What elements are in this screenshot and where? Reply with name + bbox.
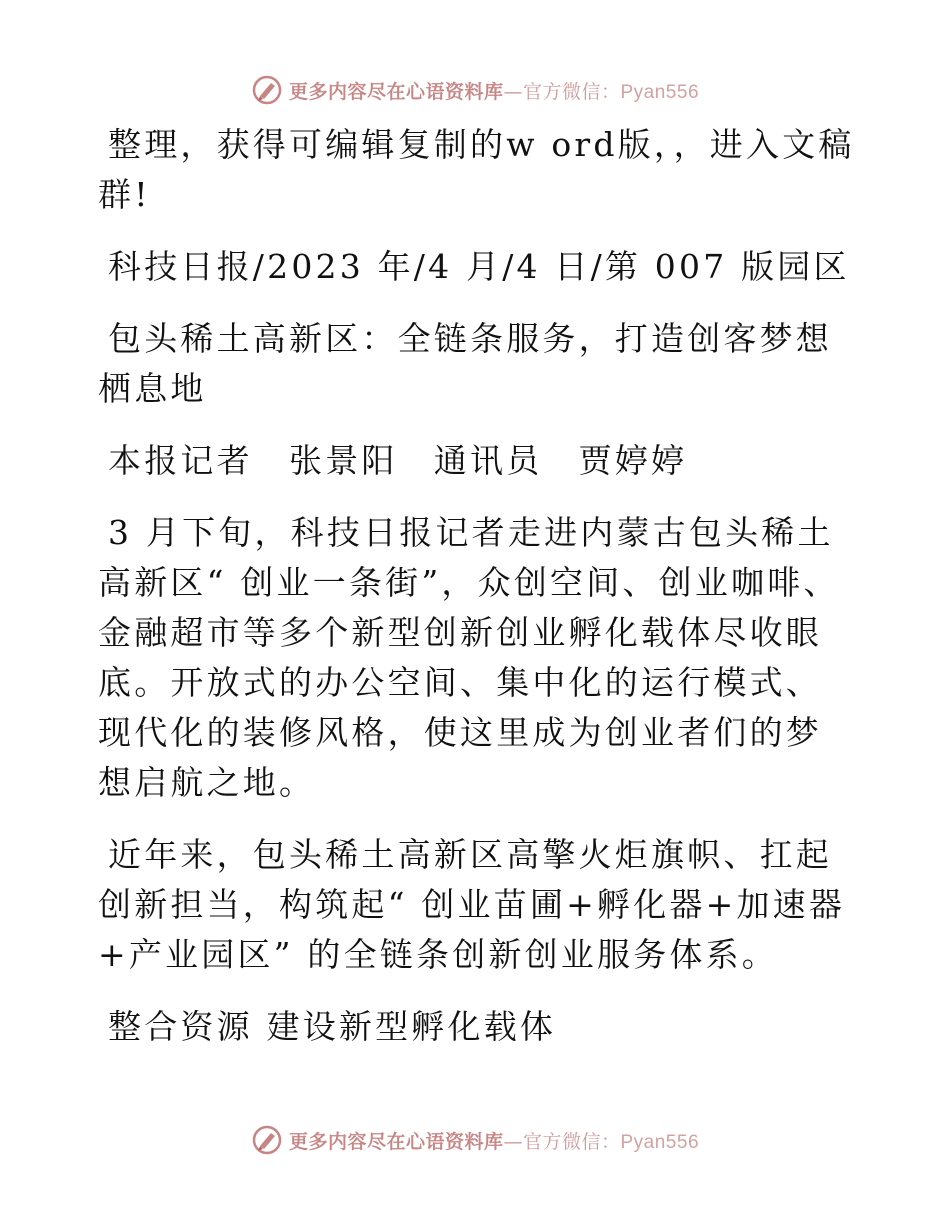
body-paragraph: 3 月下旬，科技日报记者走进内蒙古包头稀土高新区“ 创业一条街”，众创空间、创业咖啡、金融超市等多个新型创新创业孵化载体尽收眼底。开放式的办公空间、集中化的运行模式、现代化的装修风格，使这里成为创业者们的梦想启航之地。 — [98, 513, 840, 802]
section-heading: 整合资源 建设新型孵化载体 — [108, 1007, 557, 1046]
header-watermark — [0, 70, 950, 110]
intro-paragraph: 整理，获得可编辑复制的w ord版，，进入文稿群! — [98, 125, 855, 214]
article-title: 包头稀土高新区：全链条服务，打造创客梦想栖息地 — [98, 319, 832, 408]
footer-watermark — [0, 1120, 950, 1160]
watermark-text: 更多内容尽在心语资料库—官方微信：Pyan556 — [288, 80, 700, 103]
byline: 本报记者 张景阳 通讯员 贾婷婷 — [108, 441, 688, 480]
pen-logo-icon — [251, 74, 283, 106]
body-paragraph: 近年来，包头稀土高新区高擎火炬旗帜、扛起创新担当，构筑起“ 创业苗圃+孵化器+加速器+产业园区” 的全链条创新创业服务体系。 — [98, 835, 846, 974]
source-line: 科技日报/2023 年/4 月/4 日/第 007 版园区 — [108, 247, 850, 286]
pen-logo-icon — [251, 1124, 283, 1156]
document-body — [98, 120, 858, 1074]
watermark-text: 更多内容尽在心语资料库—官方微信：Pyan556 — [288, 1130, 700, 1153]
